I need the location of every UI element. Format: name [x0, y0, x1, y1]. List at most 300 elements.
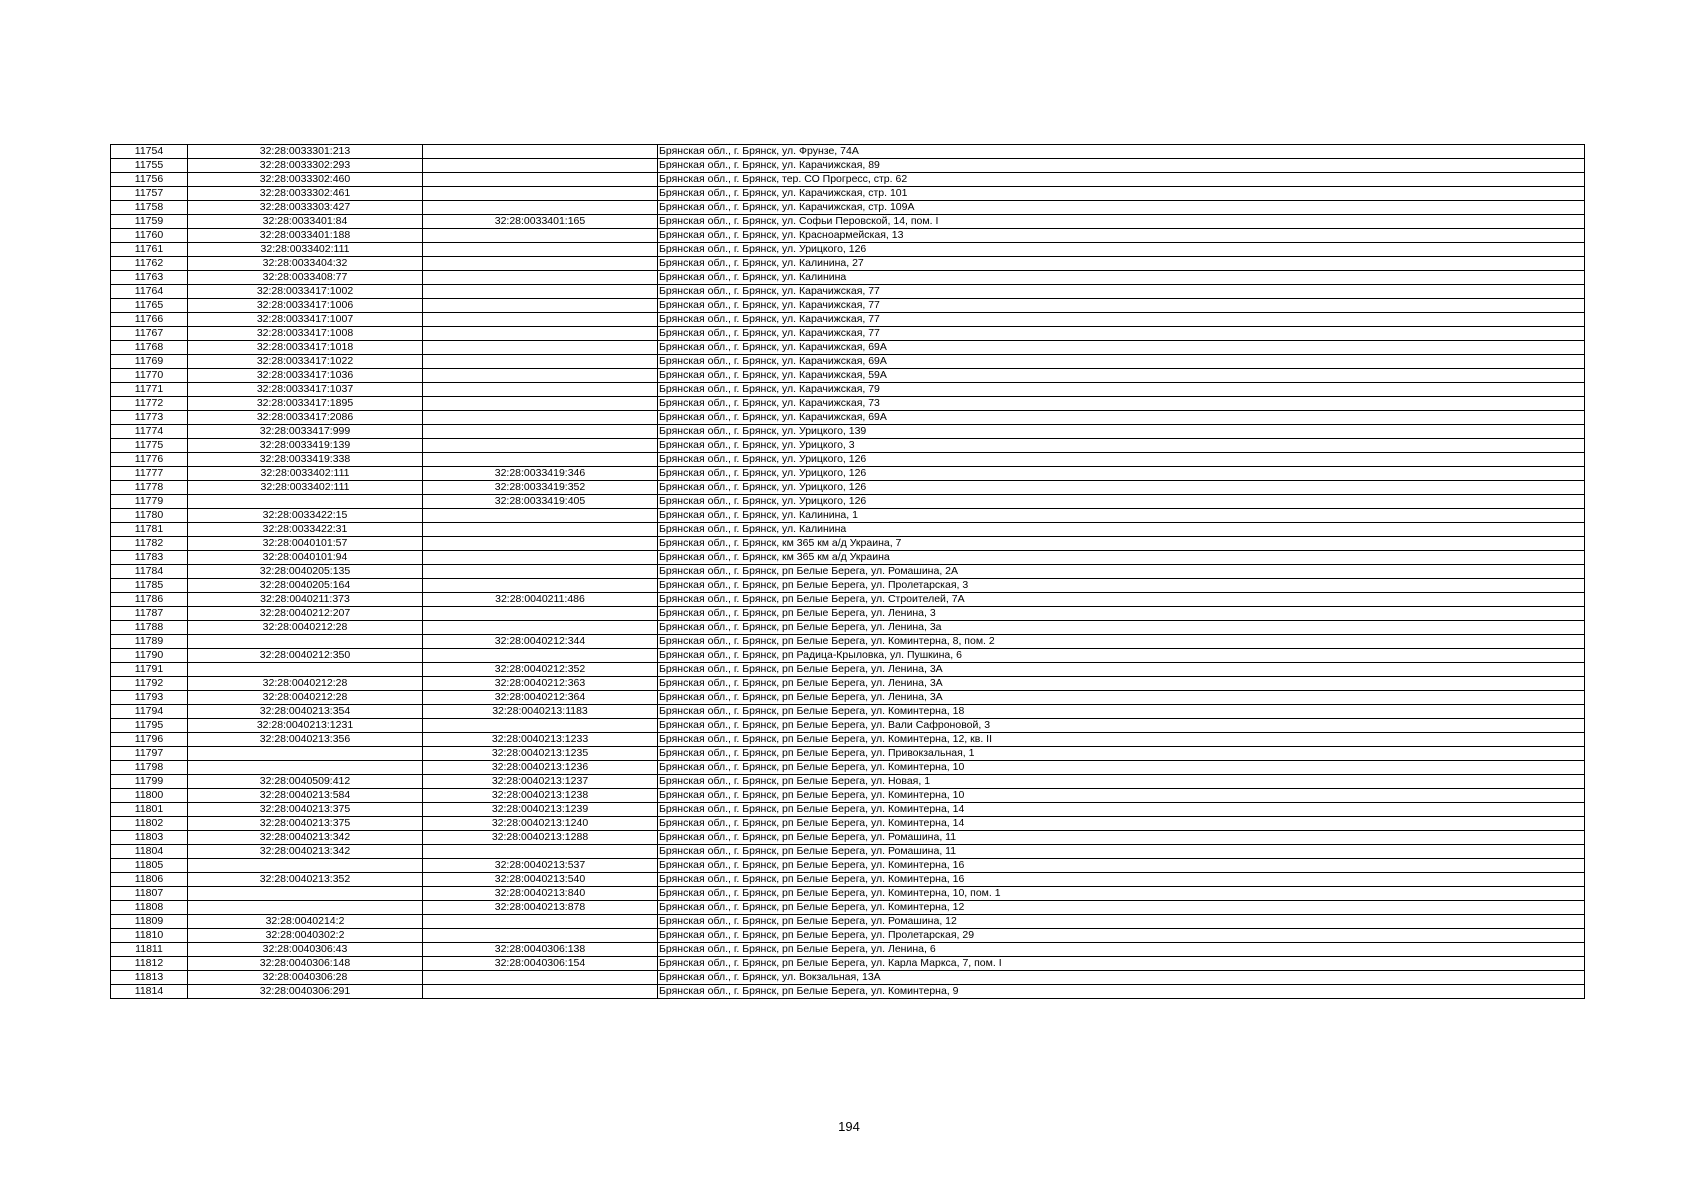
- row-number-cell: 11804: [111, 845, 188, 859]
- related-cadastral-number-cell: 32:28:0040213:1238: [423, 789, 658, 803]
- row-number-cell: 11754: [111, 145, 188, 159]
- cadastral-number-cell: 32:28:0033401:84: [188, 215, 423, 229]
- table-row: [111, 425, 1585, 439]
- related-cadastral-number-cell: 32:28:0040211:486: [423, 593, 658, 607]
- address-cell: Брянская обл., г. Брянск, рп Белые Берега, ул. Привокзальная, 1: [658, 747, 1585, 761]
- row-number-cell: 11808: [111, 901, 188, 915]
- row-number-cell: 11793: [111, 691, 188, 705]
- table-row: [111, 509, 1585, 523]
- cadastral-number-cell: 32:28:0033422:31: [188, 523, 423, 537]
- row-number-cell: 11775: [111, 439, 188, 453]
- table-row: [111, 691, 1585, 705]
- cadastral-number-cell: 32:28:0040211:373: [188, 593, 423, 607]
- related-cadastral-number-cell: [423, 397, 658, 411]
- related-cadastral-number-cell: [423, 145, 658, 159]
- address-cell: Брянская обл., г. Брянск, ул. Урицкого, 126: [658, 481, 1585, 495]
- address-cell: Брянская обл., г. Брянск, рп Белые Берега, ул. Ленина, 3А: [658, 663, 1585, 677]
- table-row: [111, 537, 1585, 551]
- related-cadastral-number-cell: 32:28:0040213:878: [423, 901, 658, 915]
- related-cadastral-number-cell: 32:28:0040213:537: [423, 859, 658, 873]
- row-number-cell: 11762: [111, 257, 188, 271]
- cadastral-number-cell: 32:28:0033302:460: [188, 173, 423, 187]
- row-number-cell: 11758: [111, 201, 188, 215]
- row-number-cell: 11764: [111, 285, 188, 299]
- address-cell: Брянская обл., г. Брянск, ул. Красноармейская, 13: [658, 229, 1585, 243]
- table-row: [111, 901, 1585, 915]
- related-cadastral-number-cell: [423, 327, 658, 341]
- cadastral-number-cell: 32:28:0033417:1006: [188, 299, 423, 313]
- row-number-cell: 11809: [111, 915, 188, 929]
- row-number-cell: 11778: [111, 481, 188, 495]
- related-cadastral-number-cell: 32:28:0040213:540: [423, 873, 658, 887]
- row-number-cell: 11791: [111, 663, 188, 677]
- registry-body: [111, 145, 1585, 999]
- address-cell: Брянская обл., г. Брянск, ул. Карачижская, 69А: [658, 411, 1585, 425]
- table-row: [111, 747, 1585, 761]
- table-row: [111, 187, 1585, 201]
- address-cell: Брянская обл., г. Брянск, рп Белые Берега, ул. Ромашина, 12: [658, 915, 1585, 929]
- address-cell: Брянская обл., г. Брянск, рп Белые Берега, ул. Коминтерна, 14: [658, 803, 1585, 817]
- cadastral-number-cell: 32:28:0040213:1231: [188, 719, 423, 733]
- table-row: [111, 439, 1585, 453]
- related-cadastral-number-cell: 32:28:0040213:1239: [423, 803, 658, 817]
- row-number-cell: 11788: [111, 621, 188, 635]
- table-row: [111, 299, 1585, 313]
- related-cadastral-number-cell: 32:28:0040212:352: [423, 663, 658, 677]
- row-number-cell: 11806: [111, 873, 188, 887]
- table-row: [111, 201, 1585, 215]
- cadastral-number-cell: 32:28:0033417:1002: [188, 285, 423, 299]
- cadastral-number-cell: 32:28:0033417:2086: [188, 411, 423, 425]
- row-number-cell: 11787: [111, 607, 188, 621]
- row-number-cell: 11803: [111, 831, 188, 845]
- table-row: [111, 495, 1585, 509]
- address-cell: Брянская обл., г. Брянск, ул. Карачижская, 77: [658, 313, 1585, 327]
- table-row: [111, 621, 1585, 635]
- table-row: [111, 481, 1585, 495]
- row-number-cell: 11785: [111, 579, 188, 593]
- cadastral-number-cell: 32:28:0040212:28: [188, 621, 423, 635]
- table-row: [111, 663, 1585, 677]
- related-cadastral-number-cell: [423, 341, 658, 355]
- cadastral-number-cell: 32:28:0040213:584: [188, 789, 423, 803]
- address-cell: Брянская обл., г. Брянск, рп Белые Берега, ул. Ленина, 3А: [658, 691, 1585, 705]
- related-cadastral-number-cell: [423, 187, 658, 201]
- address-cell: Брянская обл., г. Брянск, км 365 км а/д Украина, 7: [658, 537, 1585, 551]
- row-number-cell: 11771: [111, 383, 188, 397]
- address-cell: Брянская обл., г. Брянск, ул. Карачижская, 73: [658, 397, 1585, 411]
- address-cell: Брянская обл., г. Брянск, рп Белые Берега, ул. Карла Маркса, 7, пом. I: [658, 957, 1585, 971]
- address-cell: Брянская обл., г. Брянск, рп Белые Берега, ул. Строителей, 7А: [658, 593, 1585, 607]
- table-row: [111, 355, 1585, 369]
- related-cadastral-number-cell: [423, 425, 658, 439]
- table-row: [111, 971, 1585, 985]
- related-cadastral-number-cell: 32:28:0040212:344: [423, 635, 658, 649]
- related-cadastral-number-cell: [423, 719, 658, 733]
- table-row: [111, 789, 1585, 803]
- related-cadastral-number-cell: [423, 915, 658, 929]
- related-cadastral-number-cell: [423, 299, 658, 313]
- cadastral-number-cell: [188, 761, 423, 775]
- cadastral-number-cell: 32:28:0040213:356: [188, 733, 423, 747]
- row-number-cell: 11814: [111, 985, 188, 999]
- related-cadastral-number-cell: 32:28:0040212:364: [423, 691, 658, 705]
- table-row: [111, 453, 1585, 467]
- address-cell: Брянская обл., г. Брянск, ул. Калинина: [658, 271, 1585, 285]
- cadastral-number-cell: 32:28:0040306:148: [188, 957, 423, 971]
- row-number-cell: 11792: [111, 677, 188, 691]
- row-number-cell: 11800: [111, 789, 188, 803]
- related-cadastral-number-cell: [423, 971, 658, 985]
- row-number-cell: 11769: [111, 355, 188, 369]
- row-number-cell: 11794: [111, 705, 188, 719]
- row-number-cell: 11767: [111, 327, 188, 341]
- related-cadastral-number-cell: [423, 285, 658, 299]
- row-number-cell: 11765: [111, 299, 188, 313]
- related-cadastral-number-cell: 32:28:0040213:1288: [423, 831, 658, 845]
- cadastral-number-cell: 32:28:0040213:352: [188, 873, 423, 887]
- table-row: [111, 985, 1585, 999]
- table-row: [111, 775, 1585, 789]
- cadastral-number-cell: [188, 901, 423, 915]
- address-cell: Брянская обл., г. Брянск, рп Белые Берега, ул. Ленина, 3а: [658, 621, 1585, 635]
- address-cell: Брянская обл., г. Брянск, ул. Урицкого, 126: [658, 467, 1585, 481]
- row-number-cell: 11768: [111, 341, 188, 355]
- cadastral-number-cell: 32:28:0040101:57: [188, 537, 423, 551]
- related-cadastral-number-cell: [423, 845, 658, 859]
- cadastral-number-cell: 32:28:0033417:999: [188, 425, 423, 439]
- cadastral-number-cell: 32:28:0033402:111: [188, 243, 423, 257]
- address-cell: Брянская обл., г. Брянск, рп Белые Берега, ул. Коминтерна, 16: [658, 873, 1585, 887]
- address-cell: Брянская обл., г. Брянск, ул. Вокзальная, 13А: [658, 971, 1585, 985]
- related-cadastral-number-cell: [423, 523, 658, 537]
- related-cadastral-number-cell: [423, 607, 658, 621]
- table-row: [111, 243, 1585, 257]
- related-cadastral-number-cell: [423, 509, 658, 523]
- related-cadastral-number-cell: 32:28:0040213:1183: [423, 705, 658, 719]
- cadastral-number-cell: 32:28:0033417:1007: [188, 313, 423, 327]
- address-cell: Брянская обл., г. Брянск, ул. Урицкого, 126: [658, 243, 1585, 257]
- cadastral-number-cell: 32:28:0040212:207: [188, 607, 423, 621]
- related-cadastral-number-cell: [423, 453, 658, 467]
- address-cell: Брянская обл., г. Брянск, ул. Карачижская, 77: [658, 299, 1585, 313]
- cadastral-number-cell: 32:28:0033419:338: [188, 453, 423, 467]
- cadastral-number-cell: 32:28:0040205:135: [188, 565, 423, 579]
- row-number-cell: 11795: [111, 719, 188, 733]
- table-row: [111, 761, 1585, 775]
- address-cell: Брянская обл., г. Брянск, рп Белые Берега, ул. Коминтерна, 8, пом. 2: [658, 635, 1585, 649]
- row-number-cell: 11772: [111, 397, 188, 411]
- related-cadastral-number-cell: 32:28:0040213:1233: [423, 733, 658, 747]
- address-cell: Брянская обл., г. Брянск, рп Белые Берега, ул. Ленина, 3А: [658, 677, 1585, 691]
- cadastral-number-cell: 32:28:0040212:28: [188, 691, 423, 705]
- related-cadastral-number-cell: 32:28:0040306:154: [423, 957, 658, 971]
- address-cell: Брянская обл., г. Брянск, рп Белые Берега, ул. Вали Сафроновой, 3: [658, 719, 1585, 733]
- related-cadastral-number-cell: [423, 355, 658, 369]
- table-row: [111, 229, 1585, 243]
- table-row: [111, 873, 1585, 887]
- cadastral-number-cell: 32:28:0040213:342: [188, 845, 423, 859]
- row-number-cell: 11780: [111, 509, 188, 523]
- related-cadastral-number-cell: [423, 243, 658, 257]
- address-cell: Брянская обл., г. Брянск, рп Белые Берега, ул. Ромашина, 11: [658, 845, 1585, 859]
- table-row: [111, 159, 1585, 173]
- address-cell: Брянская обл., г. Брянск, тер. СО Прогресс, стр. 62: [658, 173, 1585, 187]
- cadastral-number-cell: 32:28:0040205:164: [188, 579, 423, 593]
- row-number-cell: 11786: [111, 593, 188, 607]
- table-row: [111, 943, 1585, 957]
- address-cell: Брянская обл., г. Брянск, рп Белые Берега, ул. Коминтерна, 9: [658, 985, 1585, 999]
- address-cell: Брянская обл., г. Брянск, рп Белые Берега, ул. Новая, 1: [658, 775, 1585, 789]
- related-cadastral-number-cell: [423, 159, 658, 173]
- row-number-cell: 11761: [111, 243, 188, 257]
- row-number-cell: 11813: [111, 971, 188, 985]
- table-row: [111, 313, 1585, 327]
- table-row: [111, 383, 1585, 397]
- cadastral-number-cell: 32:28:0033422:15: [188, 509, 423, 523]
- address-cell: Брянская обл., г. Брянск, ул. Карачижская, стр. 101: [658, 187, 1585, 201]
- related-cadastral-number-cell: [423, 929, 658, 943]
- cadastral-number-cell: 32:28:0040213:375: [188, 803, 423, 817]
- table-row: [111, 635, 1585, 649]
- cadastral-number-cell: [188, 887, 423, 901]
- related-cadastral-number-cell: [423, 313, 658, 327]
- address-cell: Брянская обл., г. Брянск, км 365 км а/д Украина: [658, 551, 1585, 565]
- table-row: [111, 607, 1585, 621]
- address-cell: Брянская обл., г. Брянск, ул. Карачижская, 59А: [658, 369, 1585, 383]
- table-row: [111, 915, 1585, 929]
- cadastral-number-cell: 32:28:0040213:342: [188, 831, 423, 845]
- cadastral-number-cell: 32:28:0033417:1036: [188, 369, 423, 383]
- related-cadastral-number-cell: 32:28:0040213:1235: [423, 747, 658, 761]
- related-cadastral-number-cell: 32:28:0033401:165: [423, 215, 658, 229]
- table-row: [111, 271, 1585, 285]
- table-row: [111, 565, 1585, 579]
- row-number-cell: 11774: [111, 425, 188, 439]
- row-number-cell: 11766: [111, 313, 188, 327]
- cadastral-number-cell: 32:28:0040212:350: [188, 649, 423, 663]
- table-row: [111, 551, 1585, 565]
- table-row: [111, 285, 1585, 299]
- cadastral-number-cell: 32:28:0033408:77: [188, 271, 423, 285]
- row-number-cell: 11799: [111, 775, 188, 789]
- related-cadastral-number-cell: [423, 173, 658, 187]
- related-cadastral-number-cell: [423, 649, 658, 663]
- row-number-cell: 11789: [111, 635, 188, 649]
- related-cadastral-number-cell: 32:28:0040213:1237: [423, 775, 658, 789]
- row-number-cell: 11810: [111, 929, 188, 943]
- table-row: [111, 705, 1585, 719]
- address-cell: Брянская обл., г. Брянск, рп Белые Берега, ул. Коминтерна, 14: [658, 817, 1585, 831]
- address-cell: Брянская обл., г. Брянск, ул. Карачижская, 69А: [658, 355, 1585, 369]
- cadastral-number-cell: 32:28:0033402:111: [188, 467, 423, 481]
- cadastral-number-cell: [188, 859, 423, 873]
- address-cell: Брянская обл., г. Брянск, рп Белые Берега, ул. Коминтерна, 12, кв. II: [658, 733, 1585, 747]
- row-number-cell: 11783: [111, 551, 188, 565]
- table-row: [111, 327, 1585, 341]
- address-cell: Брянская обл., г. Брянск, рп Белые Берега, ул. Ромашина, 11: [658, 831, 1585, 845]
- address-cell: Брянская обл., г. Брянск, рп Белые Берега, ул. Пролетарская, 3: [658, 579, 1585, 593]
- row-number-cell: 11781: [111, 523, 188, 537]
- row-number-cell: 11797: [111, 747, 188, 761]
- table-row: [111, 397, 1585, 411]
- table-row: [111, 173, 1585, 187]
- related-cadastral-number-cell: [423, 229, 658, 243]
- address-cell: Брянская обл., г. Брянск, ул. Карачижская, стр. 109А: [658, 201, 1585, 215]
- cadastral-number-cell: 32:28:0033401:188: [188, 229, 423, 243]
- row-number-cell: 11790: [111, 649, 188, 663]
- row-number-cell: 11805: [111, 859, 188, 873]
- cadastral-number-cell: 32:28:0040306:43: [188, 943, 423, 957]
- cadastral-number-cell: 32:28:0040214:2: [188, 915, 423, 929]
- related-cadastral-number-cell: 32:28:0033419:352: [423, 481, 658, 495]
- related-cadastral-number-cell: 32:28:0040213:840: [423, 887, 658, 901]
- table-row: [111, 803, 1585, 817]
- cadastral-number-cell: 32:28:0033417:1022: [188, 355, 423, 369]
- table-row: [111, 733, 1585, 747]
- table-row: [111, 887, 1585, 901]
- cadastral-number-cell: 32:28:0033404:32: [188, 257, 423, 271]
- row-number-cell: 11763: [111, 271, 188, 285]
- cadastral-number-cell: [188, 495, 423, 509]
- cadastral-number-cell: 32:28:0033417:1018: [188, 341, 423, 355]
- address-cell: Брянская обл., г. Брянск, ул. Карачижская, 77: [658, 285, 1585, 299]
- table-row: [111, 957, 1585, 971]
- row-number-cell: 11784: [111, 565, 188, 579]
- related-cadastral-number-cell: [423, 411, 658, 425]
- address-cell: Брянская обл., г. Брянск, рп Белые Берега, ул. Коминтерна, 12: [658, 901, 1585, 915]
- address-cell: Брянская обл., г. Брянск, ул. Урицкого, 126: [658, 495, 1585, 509]
- row-number-cell: 11759: [111, 215, 188, 229]
- row-number-cell: 11796: [111, 733, 188, 747]
- cadastral-number-cell: 32:28:0033301:213: [188, 145, 423, 159]
- cadastral-number-cell: 32:28:0033417:1037: [188, 383, 423, 397]
- table-row: [111, 817, 1585, 831]
- row-number-cell: 11811: [111, 943, 188, 957]
- row-number-cell: 11756: [111, 173, 188, 187]
- related-cadastral-number-cell: [423, 551, 658, 565]
- table-row: [111, 341, 1585, 355]
- cadastral-number-cell: 32:28:0040213:375: [188, 817, 423, 831]
- address-cell: Брянская обл., г. Брянск, ул. Урицкого, 126: [658, 453, 1585, 467]
- row-number-cell: 11812: [111, 957, 188, 971]
- related-cadastral-number-cell: [423, 369, 658, 383]
- table-row: [111, 257, 1585, 271]
- table-row: [111, 593, 1585, 607]
- table-row: [111, 929, 1585, 943]
- address-cell: Брянская обл., г. Брянск, рп Белые Берега, ул. Ромашина, 2А: [658, 565, 1585, 579]
- row-number-cell: 11801: [111, 803, 188, 817]
- table-row: [111, 579, 1585, 593]
- address-cell: Брянская обл., г. Брянск, ул. Софьи Перовской, 14, пом. I: [658, 215, 1585, 229]
- table-row: [111, 523, 1585, 537]
- address-cell: Брянская обл., г. Брянск, ул. Урицкого, 139: [658, 425, 1585, 439]
- related-cadastral-number-cell: [423, 383, 658, 397]
- cadastral-number-cell: 32:28:0040302:2: [188, 929, 423, 943]
- address-cell: Брянская обл., г. Брянск, ул. Калинина: [658, 523, 1585, 537]
- cadastral-number-cell: [188, 635, 423, 649]
- cadastral-number-cell: 32:28:0040101:94: [188, 551, 423, 565]
- related-cadastral-number-cell: [423, 985, 658, 999]
- related-cadastral-number-cell: [423, 537, 658, 551]
- cadastral-number-cell: 32:28:0040509:412: [188, 775, 423, 789]
- address-cell: Брянская обл., г. Брянск, рп Белые Берега, ул. Ленина, 6: [658, 943, 1585, 957]
- table-row: [111, 215, 1585, 229]
- row-number-cell: 11755: [111, 159, 188, 173]
- cadastral-number-cell: 32:28:0033302:293: [188, 159, 423, 173]
- address-cell: Брянская обл., г. Брянск, рп Белые Берега, ул. Коминтерна, 18: [658, 705, 1585, 719]
- table-row: [111, 719, 1585, 733]
- address-cell: Брянская обл., г. Брянск, рп Белые Берега, ул. Коминтерна, 10: [658, 789, 1585, 803]
- related-cadastral-number-cell: 32:28:0040213:1240: [423, 817, 658, 831]
- address-cell: Брянская обл., г. Брянск, ул. Карачижская, 89: [658, 159, 1585, 173]
- table-row: [111, 831, 1585, 845]
- table-row: [111, 649, 1585, 663]
- row-number-cell: 11807: [111, 887, 188, 901]
- related-cadastral-number-cell: [423, 201, 658, 215]
- related-cadastral-number-cell: 32:28:0040212:363: [423, 677, 658, 691]
- related-cadastral-number-cell: [423, 621, 658, 635]
- address-cell: Брянская обл., г. Брянск, рп Белые Берега, ул. Коминтерна, 10, пом. 1: [658, 887, 1585, 901]
- related-cadastral-number-cell: [423, 271, 658, 285]
- row-number-cell: 11760: [111, 229, 188, 243]
- address-cell: Брянская обл., г. Брянск, ул. Карачижская, 69А: [658, 341, 1585, 355]
- cadastral-number-cell: 32:28:0040306:291: [188, 985, 423, 999]
- address-cell: Брянская обл., г. Брянск, ул. Калинина, 1: [658, 509, 1585, 523]
- row-number-cell: 11777: [111, 467, 188, 481]
- related-cadastral-number-cell: [423, 257, 658, 271]
- related-cadastral-number-cell: [423, 439, 658, 453]
- cadastral-number-cell: 32:28:0033417:1895: [188, 397, 423, 411]
- cadastral-number-cell: 32:28:0033417:1008: [188, 327, 423, 341]
- row-number-cell: 11770: [111, 369, 188, 383]
- address-cell: Брянская обл., г. Брянск, ул. Калинина, 27: [658, 257, 1585, 271]
- page-number: 194: [838, 1119, 860, 1134]
- cadastral-number-cell: 32:28:0040306:28: [188, 971, 423, 985]
- row-number-cell: 11757: [111, 187, 188, 201]
- cadastral-number-cell: 32:28:0040213:354: [188, 705, 423, 719]
- row-number-cell: 11802: [111, 817, 188, 831]
- table-row: [111, 411, 1585, 425]
- cadastral-number-cell: 32:28:0033402:111: [188, 481, 423, 495]
- cadastral-number-cell: [188, 663, 423, 677]
- related-cadastral-number-cell: [423, 565, 658, 579]
- row-number-cell: 11776: [111, 453, 188, 467]
- table-row: [111, 369, 1585, 383]
- property-registry-table: [110, 144, 1585, 999]
- cadastral-number-cell: 32:28:0033419:139: [188, 439, 423, 453]
- table-row: [111, 145, 1585, 159]
- address-cell: Брянская обл., г. Брянск, рп Радица-Крыловка, ул. Пушкина, 6: [658, 649, 1585, 663]
- cadastral-number-cell: 32:28:0033303:427: [188, 201, 423, 215]
- table-row: [111, 859, 1585, 873]
- table-row: [111, 677, 1585, 691]
- address-cell: Брянская обл., г. Брянск, рп Белые Берега, ул. Коминтерна, 16: [658, 859, 1585, 873]
- table-row: [111, 845, 1585, 859]
- related-cadastral-number-cell: 32:28:0040306:138: [423, 943, 658, 957]
- row-number-cell: 11773: [111, 411, 188, 425]
- address-cell: Брянская обл., г. Брянск, ул. Карачижская, 77: [658, 327, 1585, 341]
- row-number-cell: 11782: [111, 537, 188, 551]
- related-cadastral-number-cell: 32:28:0033419:405: [423, 495, 658, 509]
- address-cell: Брянская обл., г. Брянск, рп Белые Берега, ул. Ленина, 3: [658, 607, 1585, 621]
- address-cell: Брянская обл., г. Брянск, рп Белые Берега, ул. Коминтерна, 10: [658, 761, 1585, 775]
- row-number-cell: 11779: [111, 495, 188, 509]
- related-cadastral-number-cell: 32:28:0033419:346: [423, 467, 658, 481]
- related-cadastral-number-cell: [423, 579, 658, 593]
- address-cell: Брянская обл., г. Брянск, ул. Карачижская, 79: [658, 383, 1585, 397]
- address-cell: Брянская обл., г. Брянск, рп Белые Берега, ул. Пролетарская, 29: [658, 929, 1585, 943]
